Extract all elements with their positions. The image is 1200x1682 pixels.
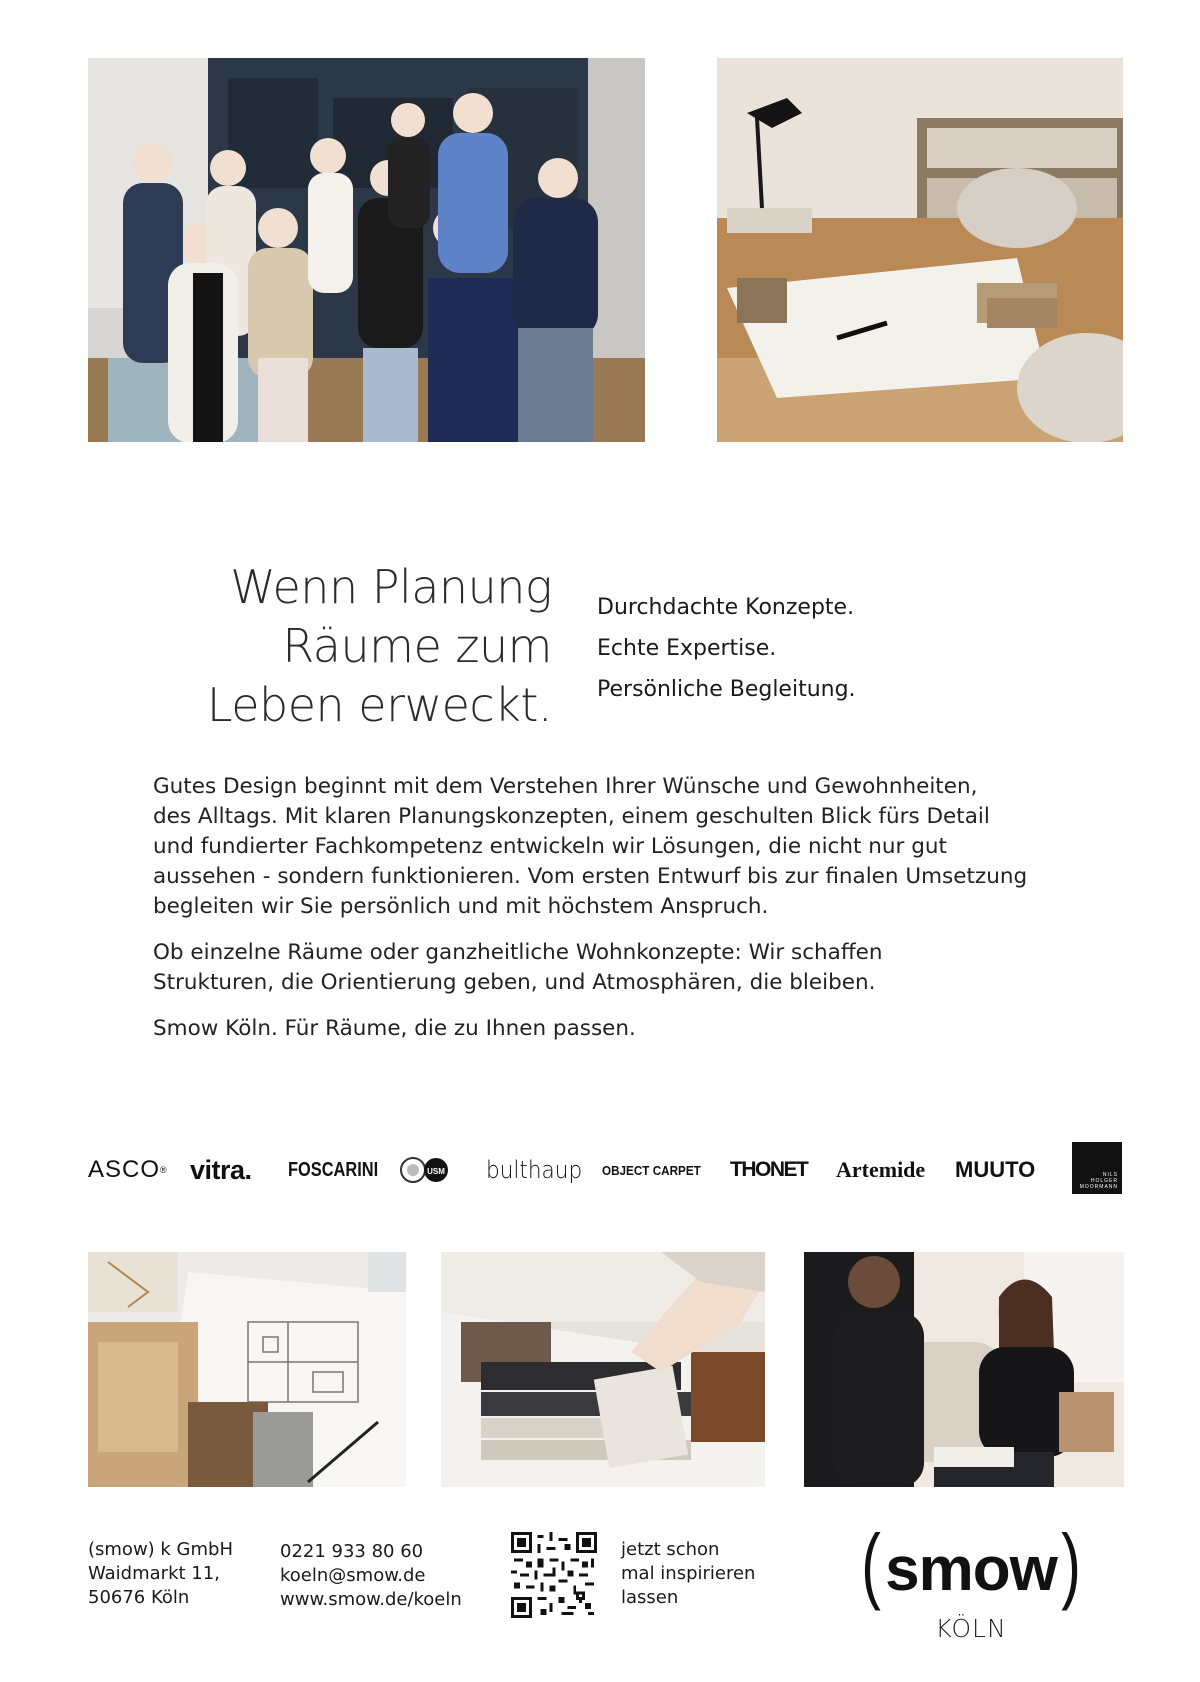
team-photo: [88, 58, 645, 442]
qr-caption: [621, 1538, 755, 1610]
brand-moormann-logo: NILS HOLGER MOORMANN: [1072, 1142, 1122, 1194]
headline: [160, 558, 552, 735]
headline-line-2: Räume zum: [282, 619, 552, 673]
brand-logo-row: [88, 1140, 1128, 1200]
material-samples-photo: [441, 1252, 765, 1487]
body-line: begleiten wir Sie persönlich und mit höchstem Anspruch.: [153, 894, 769, 919]
contact-info: [280, 1540, 462, 1612]
dining-room-photo: [717, 58, 1123, 442]
logo-open-paren: (: [861, 1517, 881, 1611]
qr-code-icon: [511, 1532, 597, 1618]
body-line: Ob einzelne Räume oder ganzheitliche Wohnkonzepte: Wir schaffen: [153, 940, 883, 965]
floor-plan-samples-photo: [88, 1252, 406, 1487]
brand-asco-logo: ASCO ®: [88, 1156, 168, 1183]
consultation-photo: [804, 1252, 1124, 1487]
body-text: [153, 772, 1053, 1060]
company-address: [88, 1538, 233, 1610]
logo-city: KÖLN: [935, 1614, 1007, 1643]
brand-thonet-logo: THONET: [730, 1158, 808, 1181]
claim: Smow Köln. Für Räume, die zu Ihnen passen.: [153, 1016, 636, 1041]
headline-line-3: Leben erweckt.: [206, 678, 552, 732]
usm-ball-icon: [398, 1155, 452, 1185]
smow-wordmark: [826, 1517, 1116, 1626]
website-link[interactable]: www.smow.de/koeln: [280, 1589, 462, 1610]
body-paragraph-2: [153, 938, 1053, 998]
brand-foscarini-logo: FOSCARINI: [288, 1158, 379, 1181]
svg-text:USM: USM: [427, 1167, 445, 1176]
body-line: Strukturen, die Orientierung geben, und Atmosphären, die bleiben.: [153, 970, 876, 995]
body-paragraph-1: [153, 772, 1053, 922]
body-line: Gutes Design beginnt mit dem Verstehen Ihrer Wünsche und Gewohnheiten,: [153, 774, 978, 799]
smow-koeln-logo: [826, 1517, 1116, 1650]
tagline-1: Durchdachte Konzepte.: [597, 595, 855, 620]
brand-muuto-logo: MUUTO: [955, 1157, 1036, 1182]
phone-number: 0221 933 80 60: [280, 1541, 424, 1562]
logo-close-paren: ): [1061, 1517, 1081, 1611]
body-line: aussehen - sondern funktionieren. Vom ersten Entwurf bis zur finalen Umsetzung: [153, 864, 1028, 889]
brand-vitra-logo: vitra.: [190, 1154, 252, 1185]
tagline-2: Echte Expertise.: [597, 636, 777, 661]
brand-usm-logo: [398, 1140, 452, 1200]
qr-code[interactable]: [511, 1532, 597, 1618]
company-name: (smow) k GmbH: [88, 1539, 234, 1560]
qr-caption-line-2: mal inspirieren: [621, 1563, 756, 1584]
tagline-3: Persönliche Begleitung.: [597, 677, 856, 702]
taglines: [597, 587, 856, 710]
qr-caption-line-3: lassen: [621, 1587, 679, 1608]
street-address: Waidmarkt 11,: [88, 1563, 220, 1584]
postal-city: 50676 Köln: [88, 1587, 190, 1608]
brand-object-carpet-logo: OBJECT CARPET: [602, 1162, 701, 1178]
body-line: und fundierter Fachkompetenz entwickeln wir Lösungen, die nicht nur gut: [153, 834, 947, 859]
brand-bulthaup-logo: bulthaup: [486, 1156, 583, 1184]
email-link[interactable]: koeln@smow.de: [280, 1565, 426, 1586]
headline-line-1: Wenn Planung: [230, 560, 552, 614]
body-line: des Alltags. Mit klaren Planungskonzepten, einem geschulten Blick fürs Detail: [153, 804, 990, 829]
brand-artemide-logo: Artemide: [836, 1157, 926, 1182]
logo-word: smow: [885, 1535, 1057, 1604]
qr-caption-line-1: jetzt schon: [621, 1539, 720, 1560]
